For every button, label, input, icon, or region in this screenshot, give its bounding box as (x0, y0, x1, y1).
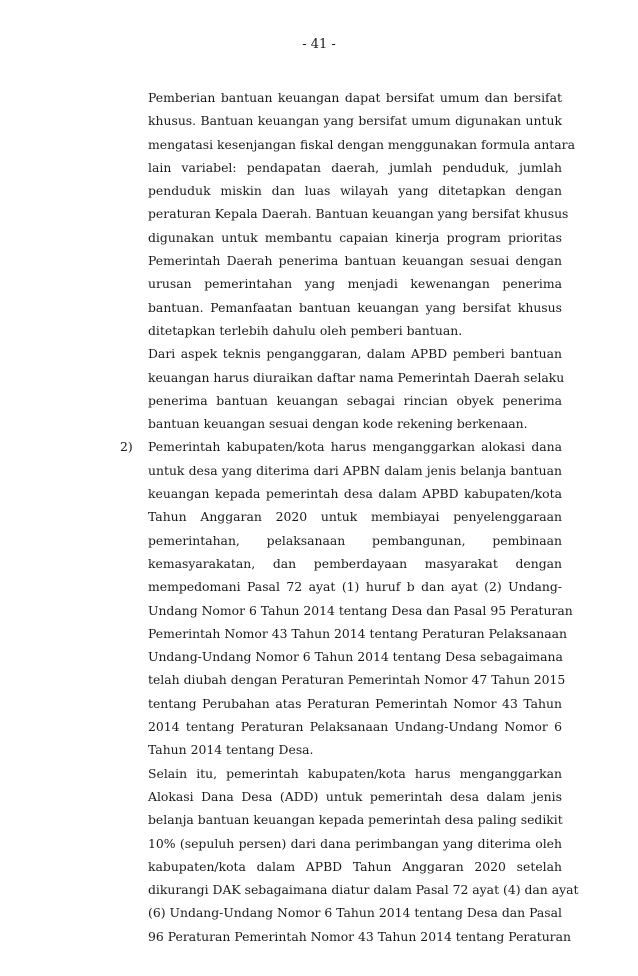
text-line: penduduk miskin dan luas wilayah yang ditetapkan dengan (148, 183, 562, 199)
list-item-2 (120, 435, 573, 761)
text-line: Dari aspek teknis penganggaran, dalam APBD pemberi bantuan (148, 346, 562, 362)
text-line: untuk desa yang diterima dari APBN dalam jenis belanja bantuan (148, 462, 562, 478)
text-line: dikurangi DAK sebagaimana diatur dalam Pasal 72 ayat (4) dan ayat (148, 882, 579, 898)
text-line: digunakan untuk membantu capaian kinerja program prioritas (148, 229, 562, 245)
text-line: Tahun Anggaran 2020 untuk membiayai penyelenggaraan (148, 509, 562, 525)
paragraph-bantuan-keuangan (148, 86, 575, 342)
text-line: Tahun 2014 tentang Desa. (148, 742, 314, 758)
text-line: Alokasi Dana Desa (ADD) untuk pemerintah desa dalam jenis (148, 788, 562, 804)
text-line: 2014 tentang Peraturan Pelaksanaan Undang-Undang Nomor 6 (148, 719, 562, 735)
page-number: - 41 - (302, 37, 336, 52)
text-line: urusan pemerintahan yang menjadi kewenangan penerima (148, 276, 562, 292)
text-line: bantuan keuangan sesuai dengan kode rekening berkenaan. (148, 416, 528, 432)
text-line: Undang Nomor 6 Tahun 2014 tentang Desa dan Pasal 95 Peraturan (148, 602, 573, 618)
text-line: Pemerintah Daerah penerima bantuan keuangan sesuai dengan (148, 253, 562, 269)
text-line: tentang Perubahan atas Peraturan Pemerintah Nomor 43 Tahun (148, 695, 562, 711)
text-line: Pemerintah Nomor 43 Tahun 2014 tentang Peraturan Pelaksanaan (148, 625, 568, 641)
text-line: Selain itu, pemerintah kabupaten/kota harus menganggarkan (148, 765, 562, 781)
text-line: 10% (sepuluh persen) dari dana perimbangan yang diterima oleh (148, 835, 562, 851)
document-body (120, 86, 579, 948)
text-line: Pemberian bantuan keuangan dapat bersifat umum dan bersifat (148, 90, 562, 105)
text-line: lain variabel: pendapatan daerah, jumlah penduduk, jumlah (148, 159, 562, 175)
text-line: peraturan Kepala Daerah. Bantuan keuangan yang bersifat khusus (148, 206, 569, 222)
text-line: bantuan. Pemanfaatan bantuan keuangan yang bersifat khusus (148, 299, 562, 315)
text-line: mempedomani Pasal 72 ayat (1) huruf b dan ayat (2) Undang- (148, 579, 562, 595)
text-line: kabupaten/kota dalam APBD Tahun Anggaran 2020 setelah (148, 858, 562, 874)
text-line: khusus. Bantuan keuangan yang bersifat umum digunakan untuk (148, 113, 562, 129)
text-line: penerima bantuan keuangan sebagai rincian obyek penerima (148, 392, 562, 408)
text-line: keuangan harus diuraikan daftar nama Pemerintah Daerah selaku (148, 369, 565, 385)
paragraph-aspek-teknis (148, 342, 565, 435)
text-line: belanja bantuan keuangan kepada pemerintah desa paling sedikit (148, 812, 563, 828)
text-line: ditetapkan terlebih dahulu oleh pemberi bantuan. (148, 322, 463, 338)
text-line: telah diubah dengan Peraturan Pemerintah Nomor 47 Tahun 2015 (148, 672, 566, 688)
text-line: kemasyarakatan, dan pemberdayaan masyarakat dengan (148, 555, 562, 571)
text-line: pemerintahan, pelaksanaan pembangunan, pembinaan (148, 532, 562, 548)
text-line: Pemerintah kabupaten/kota harus menganggarkan alokasi dana (148, 439, 562, 455)
text-line: keuangan kepada pemerintah desa dalam APBD kabupaten/kota (148, 486, 562, 502)
list-item-marker: 2) (120, 439, 133, 455)
paragraph-alokasi-dana-desa (148, 762, 579, 948)
text-line: (6) Undang-Undang Nomor 6 Tahun 2014 tentang Desa dan Pasal (148, 905, 562, 921)
text-line: Undang-Undang Nomor 6 Tahun 2014 tentang Desa sebagaimana (148, 649, 563, 665)
text-line: mengatasi kesenjangan fiskal dengan menggunakan formula antara (148, 136, 575, 152)
text-line: 96 Peraturan Pemerintah Nomor 43 Tahun 2014 tentang Peraturan (148, 928, 571, 944)
